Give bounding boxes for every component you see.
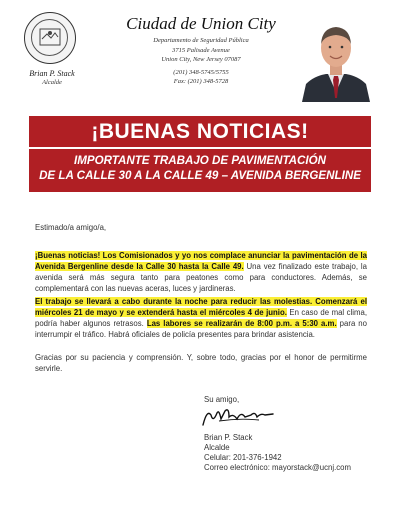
banner-headline: ¡BUENAS NOTICIAS! [91, 120, 309, 143]
city-seal [24, 12, 76, 64]
paragraph-2-text-end: para no interrumpir el tráfico. Habrá oficiales de policía presentes para brindar asistencia. [35, 319, 367, 339]
city-state-line: Union City, New Jersey 07087 [161, 56, 241, 63]
signer-phone: Celular: 201-376-1942 [204, 453, 282, 462]
signature-details [204, 433, 351, 473]
phone-line: (201) 348-5745/5755 [173, 68, 229, 76]
seal-emblem-icon [36, 25, 64, 51]
paragraph-1 [35, 250, 367, 294]
paragraph-3: Gracias por su paciencia y comprensión. Y, sobre todo, gracias por el honor de permitirme servirle. [35, 353, 367, 373]
mayor-name: Brian P. Stack [29, 69, 75, 78]
fax-line: Fax: (201) 348-5728 [173, 78, 229, 85]
paragraph-2-text: En caso de mal clima, podría haber algunos retrasos. [35, 308, 367, 328]
address-line: 3715 Palisade Avenue [172, 46, 230, 54]
letter-greeting: Estimado/a amigo/a, [35, 223, 107, 232]
signer-name: Brian P. Stack [204, 433, 253, 442]
signer-email: Correo electrónico: mayorstack@ucnj.com [204, 463, 352, 472]
mayor-caption [8, 69, 96, 86]
banner-subtitle-line-2: DE LA CALLE 30 A LA CALLE 49 – AVENIDA BERGENLINE [39, 169, 361, 182]
letterhead [96, 14, 306, 87]
paragraph-1-text: Una vez finalizado este trabajo, la avenida será más segura tanto para peatones como para conductores. Además, se complementará con las nuevas aceras, luces y jardineras. [35, 262, 367, 293]
city-name: Ciudad de Union City [126, 14, 276, 33]
letter-closing: Su amigo, [204, 395, 240, 404]
paragraph-2 [35, 296, 367, 340]
signer-title: Alcalde [204, 443, 230, 452]
highlight-hours: Las labores se realizarán de 8:00 p.m. a 5:30 a.m. [146, 319, 337, 328]
banner-subtitle-line-1: IMPORTANTE TRABAJO DE PAVIMENTACIÓN [73, 154, 327, 167]
highlight-schedule: El trabajo se llevará a cabo durante la noche para reducir las molestias. Comenzará el miércoles 21 de mayo y se extenderá hasta el miércoles 4 de junio. [35, 297, 367, 317]
mayor-title: Alcalde [42, 79, 62, 86]
news-banner [29, 116, 371, 192]
highlight-announcement: ¡Buenas noticias! Los Comisionados y yo nos complace anunciar la pavimentación de la Avenida Bergenline desde la Calle 30 hasta la Calle 49. [35, 251, 367, 271]
handwritten-signature [199, 405, 279, 436]
banner-divider [29, 147, 371, 149]
department-line: Departamento de Seguridad Pública [153, 37, 249, 44]
mayor-photo [300, 18, 372, 102]
